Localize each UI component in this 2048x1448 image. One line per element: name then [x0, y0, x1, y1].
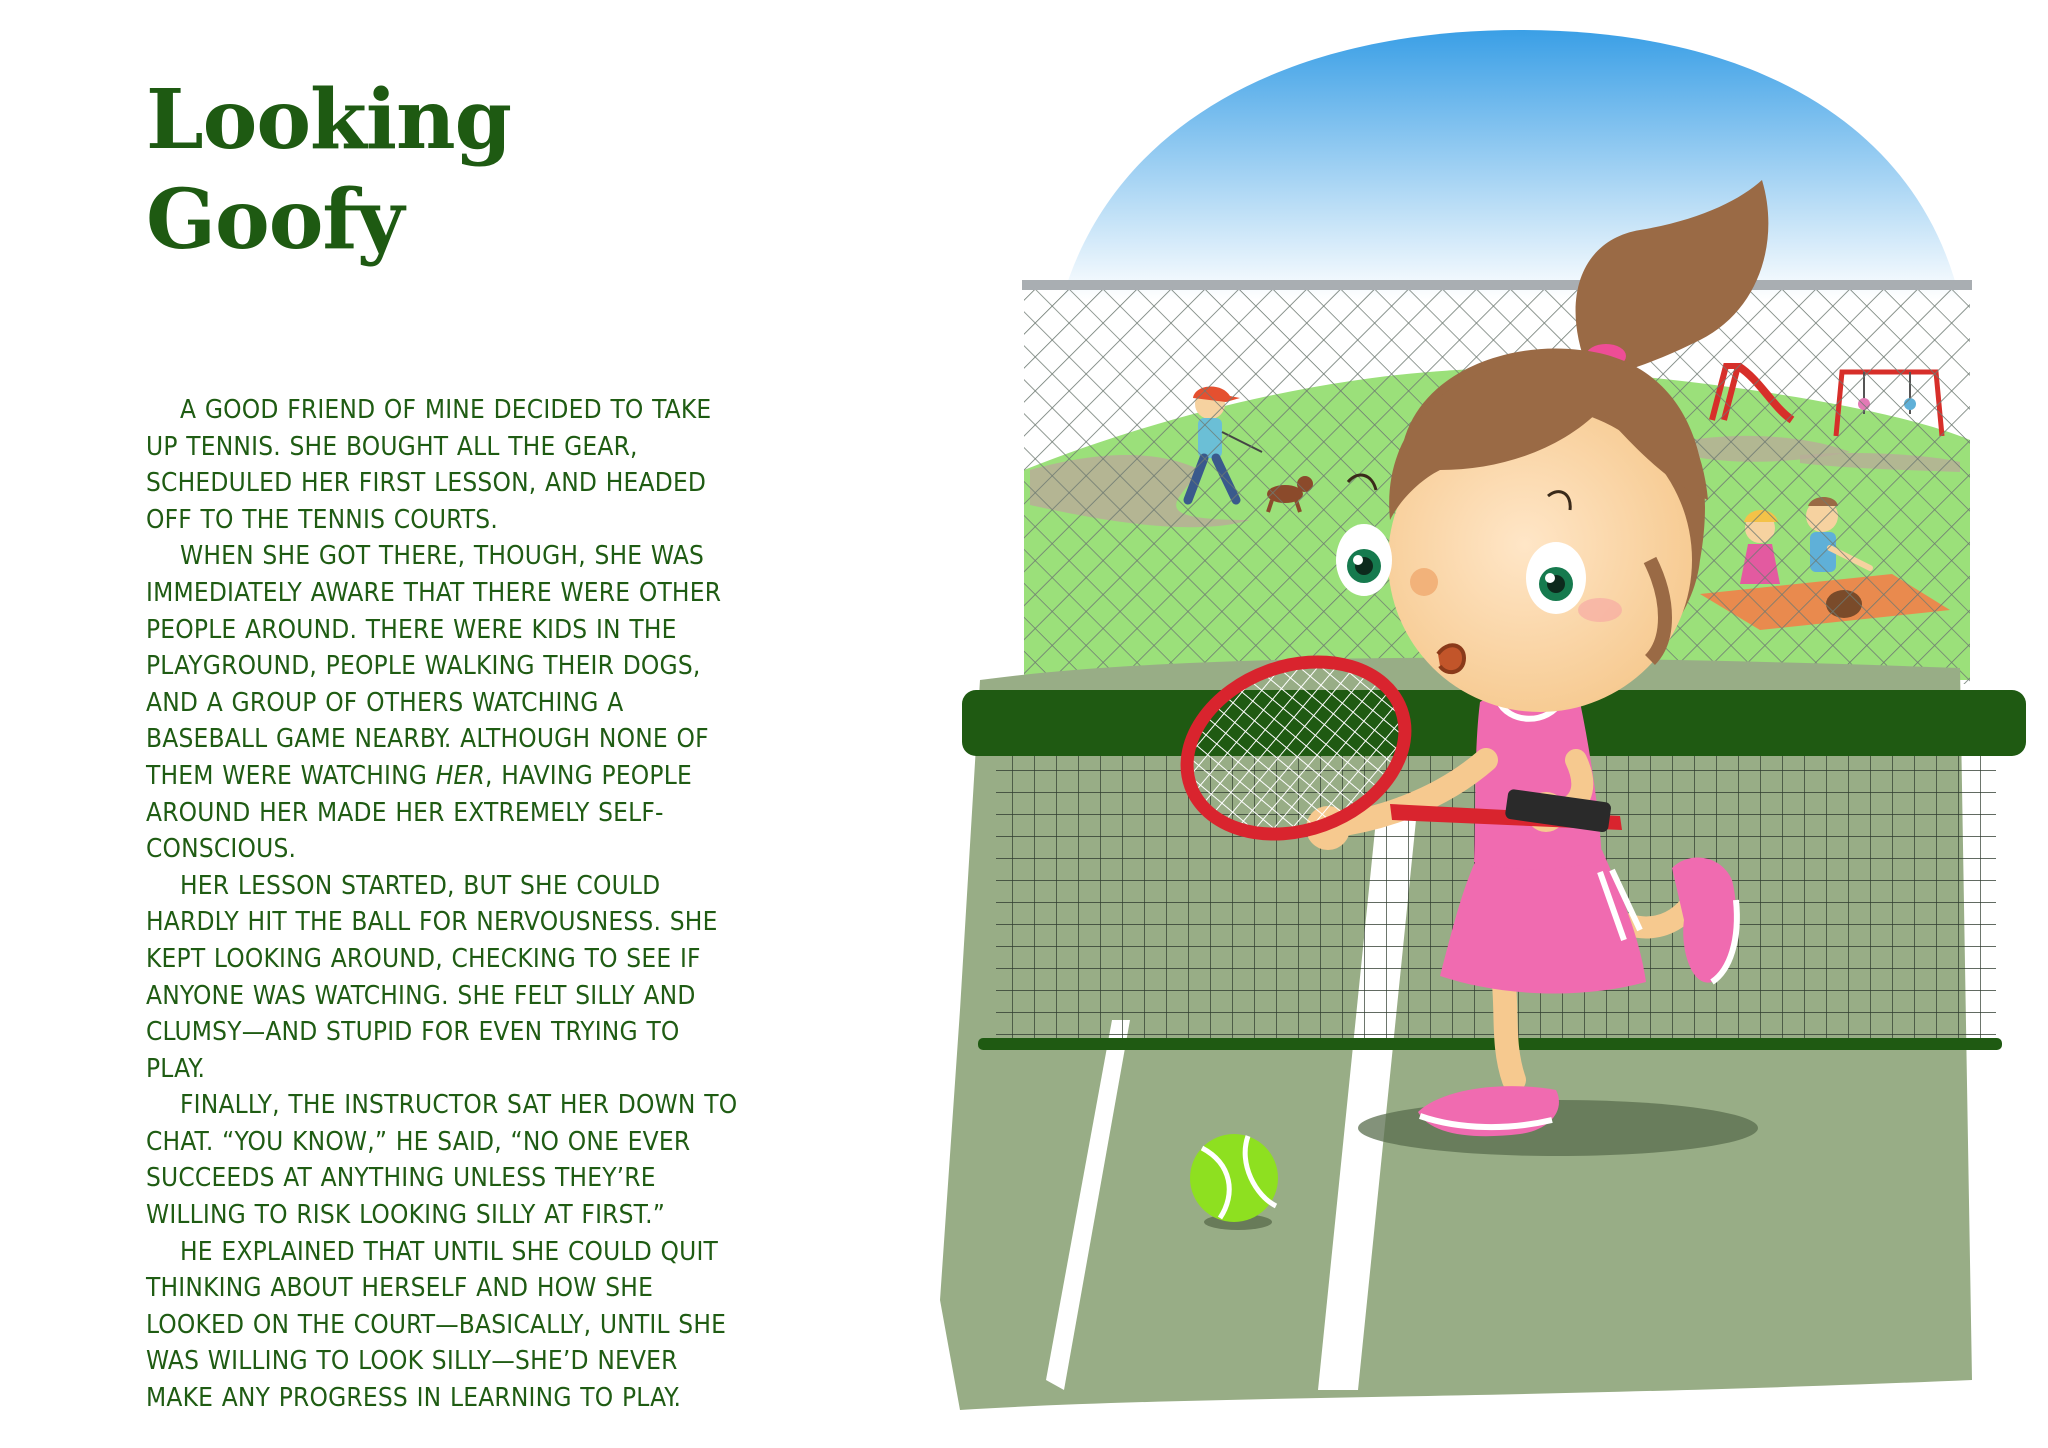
story-text: [146, 392, 746, 1417]
tennis-illustration: [920, 20, 2048, 1448]
page-title: Looking Goofy: [146, 72, 511, 268]
paragraph-5: HE EXPLAINED THAT UNTIL SHE COULD QUIT THINKING ABOUT HERSELF AND HOW SHE LOOKED ON THE COURT—BASICALLY, UNTIL SHE WAS WILLING TO LOOK SILLY—SHE’D NEVER MAKE ANY PROGRESS IN LEARNING TO PLAY.: [146, 1236, 727, 1414]
sky: [1062, 30, 1960, 300]
paragraph-3: HER LESSON STARTED, BUT SHE COULD HARDLY HIT THE BALL FOR NERVOUSNESS. SHE KEPT LOOKING AROUND, CHECKING TO SEE IF ANYONE WAS WATCHING. SHE FELT SILLY AND CLUMSY—AND STUPID FOR EVEN TRYING TO PLAY.: [146, 870, 718, 1084]
text-column: [146, 70, 746, 1417]
paragraph-2-start: WHEN SHE GOT THERE, THOUGH, SHE WAS IMMEDIATELY AWARE THAT THERE WERE OTHER PEOPLE AROUND. THERE WERE KIDS IN THE PLAYGROUND, PEOPLE WALKING THEIR DOGS, AND A GROUP OF OTHERS WATCHING A BASEBALL GAME NEARBY. ALTHOUGH NONE OF THEM WERE WATCHING: [146, 541, 722, 791]
paragraph-4: FINALLY, THE INSTRUCTOR SAT HER DOWN TO CHAT. “YOU KNOW,” HE SAID, “NO ONE EVER SUCCEEDS AT ANYTHING UNLESS THEY’RE WILLING TO RISK LOOKING SILLY AT FIRST.”: [146, 1090, 738, 1231]
paragraph-2: [146, 538, 746, 867]
paragraph-2-end: , HAVING PEOPLE AROUND HER MADE HER EXTREMELY SELF-CONSCIOUS.: [146, 760, 692, 865]
paragraph-1: A GOOD FRIEND OF MINE DECIDED TO TAKE UP TENNIS. SHE BOUGHT ALL THE GEAR, SCHEDULED HER FIRST LESSON, AND HEADED OFF TO THE TENNIS COURTS.: [146, 395, 712, 535]
paragraph-2-emphasis: HER: [435, 760, 485, 791]
